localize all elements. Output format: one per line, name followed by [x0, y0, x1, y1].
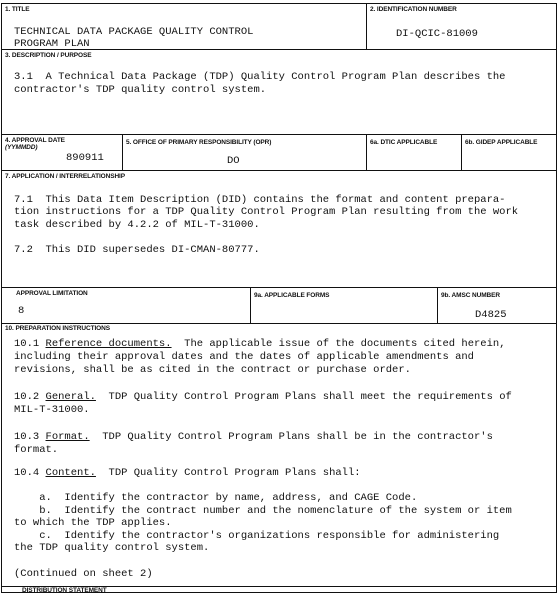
- section-10-4-line-1: [14, 467, 361, 480]
- section-10-1-line-2: including their approval dates and the dates of applicable amendments and: [14, 351, 474, 363]
- application-para-1-line-2: tion instructions for a TDP Quality Control Program Plan resulting from the work: [14, 206, 519, 218]
- approval-limitation-label: APPROVAL LIMITATION: [16, 290, 88, 297]
- item-c-line-1: c. Identify the contractor's organizations responsible for administering: [14, 530, 500, 542]
- divider: [250, 287, 251, 323]
- section-heading: Content.: [45, 467, 96, 479]
- divider: [461, 134, 462, 170]
- divider: [1, 134, 557, 135]
- description-line-1: 3.1 A Technical Data Package (TDP) Quality Control Program Plan describes the: [14, 71, 506, 83]
- section-number: 10.1: [14, 338, 46, 350]
- divider: [366, 134, 367, 170]
- application-label: 7. APPLICATION / INTERRELATIONSHIP: [5, 173, 125, 180]
- approval-date-label: 4. APPROVAL DATE: [5, 137, 65, 144]
- item-b-line-2: to which the TDP applies.: [14, 517, 172, 529]
- opr-label: 5. OFFICE OF PRIMARY RESPONSIBILITY (OPR): [126, 139, 272, 146]
- section-heading: General.: [45, 391, 96, 403]
- continued-note: (Continued on sheet 2): [14, 568, 153, 580]
- section-heading: Format.: [45, 431, 90, 443]
- divider: [1, 170, 557, 171]
- section-text: TDP Quality Control Program Plans shall be in the contractor's: [89, 431, 493, 443]
- application-para-2: 7.2 This DID supersedes DI-CMAN-80777.: [14, 244, 260, 256]
- divider: [1, 287, 557, 288]
- section-10-2-line-2: MIL-T-31000.: [14, 404, 90, 416]
- identification-number-value: DI-QCIC-81009: [396, 28, 478, 40]
- amsc-number-label: 9b. AMSC NUMBER: [441, 292, 500, 299]
- section-10-1-line-3: revisions, shall be as cited in the contract or purchase order.: [14, 364, 411, 376]
- description-line-2: contractor's TDP quality control system.: [14, 84, 267, 96]
- section-number: 10.3: [14, 431, 46, 443]
- section-text: TDP Quality Control Program Plans shall meet the requirements of: [95, 391, 512, 403]
- section-10-3-line-1: [14, 431, 493, 444]
- gidep-applicable-label: 6b. GIDEP APPLICABLE: [465, 139, 538, 146]
- divider: [122, 134, 123, 170]
- section-heading: Reference documents.: [45, 338, 172, 350]
- identification-number-label: 2. IDENTIFICATION NUMBER: [370, 6, 457, 13]
- dtic-applicable-label: 6a. DTIC APPLICABLE: [370, 139, 438, 146]
- section-10-1-line-1: [14, 338, 506, 351]
- item-a-line-1: a. Identify the contractor by name, address, and CAGE Code.: [14, 492, 418, 504]
- title-label: 1. TITLE: [5, 6, 30, 13]
- application-para-1-line-3: task described by 4.2.2 of MIL-T-31000.: [14, 219, 260, 231]
- distribution-statement-label: DISTRIBUTION STATEMENT: [22, 587, 107, 594]
- section-text: The applicable issue of the documents cited herein,: [171, 338, 506, 350]
- divider: [1, 323, 557, 324]
- section-number: 10.4: [14, 467, 46, 479]
- title-line-1: TECHNICAL DATA PACKAGE QUALITY CONTROL: [14, 26, 254, 38]
- item-c-line-2: the TDP quality control system.: [14, 542, 210, 554]
- approval-limitation-value: 8: [18, 305, 25, 317]
- title-line-2: PROGRAM PLAN: [14, 38, 90, 50]
- item-b-line-1: b. Identify the contract number and the nomenclature of the system or item: [14, 505, 512, 517]
- divider: [366, 3, 367, 49]
- divider: [437, 287, 438, 323]
- approval-date-value: 890911: [66, 152, 104, 164]
- applicable-forms-label: 9a. APPLICABLE FORMS: [254, 292, 330, 299]
- section-10-2-line-1: [14, 391, 512, 404]
- approval-date-format: (YYMMDD): [5, 144, 38, 151]
- section-10-3-line-2: format.: [14, 444, 59, 456]
- preparation-instructions-label: 10. PREPARATION INSTRUCTIONS: [5, 325, 110, 332]
- section-text: TDP Quality Control Program Plans shall:: [95, 467, 361, 479]
- application-para-1-line-1: 7.1 This Data Item Description (DID) contains the format and content prepara-: [14, 194, 506, 206]
- amsc-number-value: D4825: [475, 309, 507, 321]
- section-number: 10.2: [14, 391, 46, 403]
- opr-value: DO: [227, 155, 240, 167]
- description-label: 3. DESCRIPTION / PURPOSE: [5, 52, 92, 59]
